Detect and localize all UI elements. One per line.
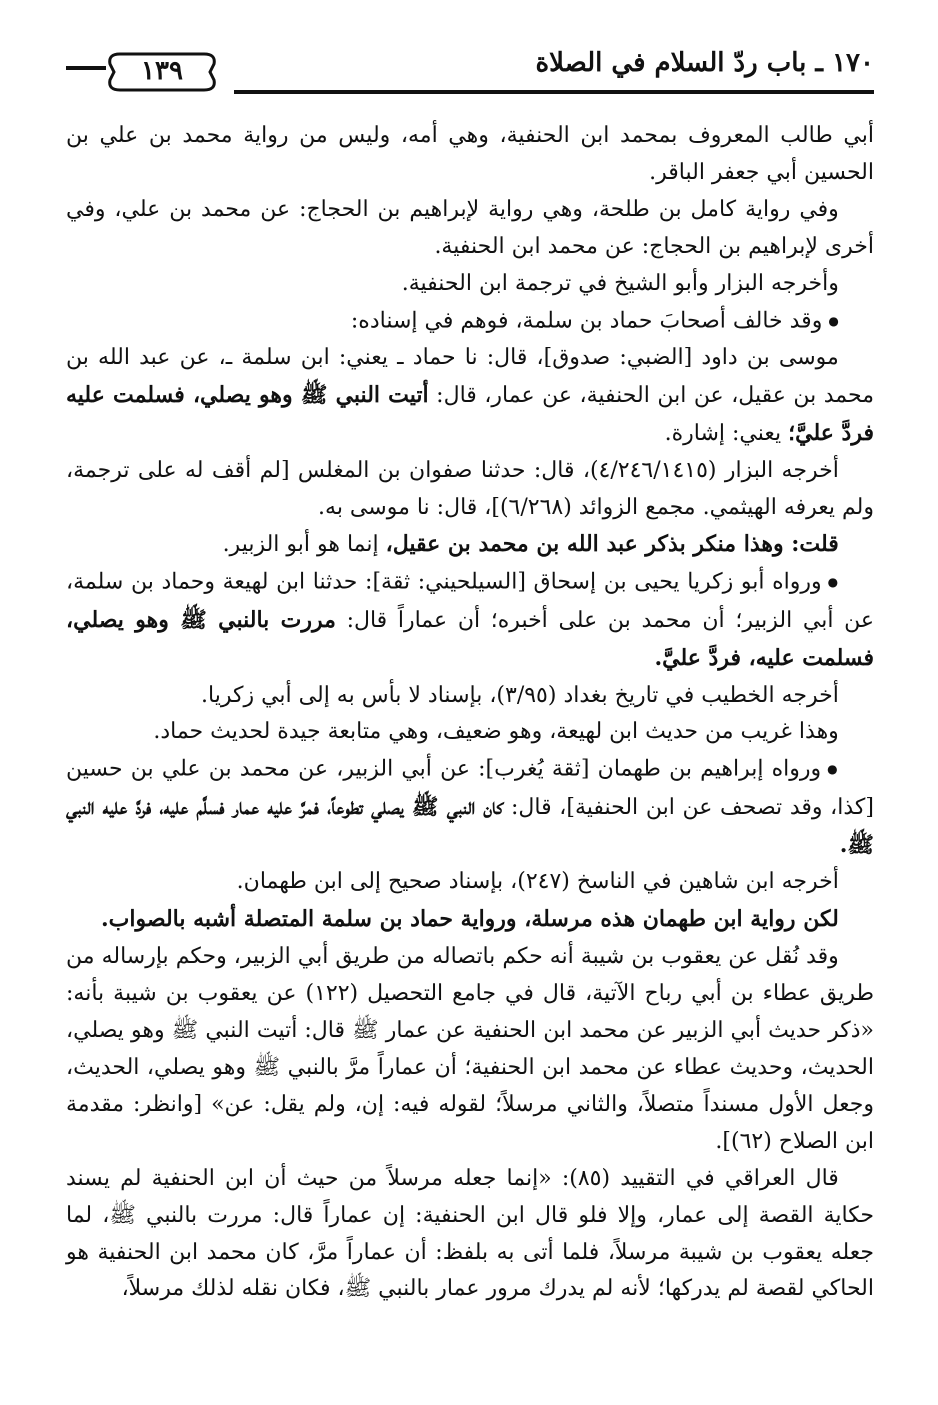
paragraph: ● ورواه أبو زكريا يحيى بن إسحاق [السيلحيني: ثقة]: حدثنا ابن لهيعة وحماد بن سلمة، عن أبي الزبير؛ أن محمد بن على أخبره؛ أن عماراً قال: مررت بالنبي ﷺ وهو يصلي، فسلمت عليه، فردَّ عليَّ. xyxy=(66,564,874,677)
paragraph: أخرجه الخطيب في تاريخ بغداد (٣/٩٥)، بإسناد لا بأس به إلى أبي زكريا. xyxy=(201,682,839,708)
paragraph: وهذا غريب من حديث ابن لهيعة، وهو ضعيف، وهي متابعة جيدة لحديث حماد. xyxy=(153,719,839,745)
paragraph: أخرجه ابن شاهين في الناسخ (٢٤٧)، بإسناد صحيح إلى ابن طهمان. xyxy=(236,869,839,895)
paragraph xyxy=(66,901,874,939)
hadith-text: كان النبي ﷺ يصلي تطوعاً، فمرَّ عليه عمار فسلَّم عليه، فردَّ عليه النبي ﷺ. xyxy=(66,793,874,858)
header-rule xyxy=(234,90,874,94)
paragraph: وقد نُقل عن يعقوب بن شيبة أنه حكم باتصاله من طريق أبي الزبير، وحكم بإرساله من طريق عطاء بن أبي رباح الآتية، قال في جامع التحصيل (١٢٢) عن يعقوب بن شيبة بأنه: «ذكر حديث أبي الزبير عن محمد ابن الحنفية عن عمار ﷺ قال: أتيت النبي ﷺ وهو يصلي، الحديث، وحديث عطاء عن محمد ابن الحنفية؛ أن عماراً مرَّ بالنبي ﷺ وهو يصلي، الحديث، وجعل الأول مسنداً متصلاً، والثاني مرسلاً؛ لقوله فيه: إن، ولم يقل: عن» [وانظر: مقدمة ابن الصلاح (٦٢)]. xyxy=(66,944,874,1154)
header-left-rule xyxy=(66,66,106,70)
paragraph: أخرجه البزار (٤/٢٤٦/١٤١٥)، قال: حدثنا صفوان بن المغلس [لم أقف له على ترجمة، ولم يعرفه الهيثمي. مجمع الزوائد (٦/٢٦٨)]، قال: نا موسى به. xyxy=(66,457,874,520)
paragraph: ● ورواه إبراهيم بن طهمان [ثقة يُغرب]: عن أبي الزبير، عن محمد بن علي بن حسين [كذا، وقد تصحف عن ابن الحنفية]، قال: كان النبي ﷺ يصلي تطوعاً، فمرَّ عليه عمار فسلَّم عليه، فردَّ عليه النبي ﷺ. xyxy=(66,751,874,864)
author-remark: لكن رواية ابن طهمان هذه مرسلة، ورواية حماد بن سلمة المتصلة أشبه بالصواب. xyxy=(101,906,839,933)
paragraph: قلت: وهذا منكر بذكر عبد الله بن محمد بن عقيل، إنما هو أبو الزبير. xyxy=(222,531,839,558)
page-header xyxy=(66,44,874,108)
paragraph: وأخرجه البزار وأبو الشيخ في ترجمة ابن الحنفية. xyxy=(401,270,839,296)
body-text xyxy=(66,118,874,1308)
paragraph: قال العراقي في التقييد (٨٥): «إنما جعله مرسلاً من حيث أن ابن الحنفية لم يسند حكاية القصة إلى عمار، وإلا فلو قال ابن الحنفية: إن عماراً قال: مررت بالنبي ﷺ، لما جعله يعقوب بن شيبة مرسلاً، فلما أتى به بلفظ: أن عماراً مرَّ، كان محمد ابن الحنفية هو الحاكي لقصة لم يدركها؛ لأنه لم يدرك مرور عمار بالنبي ﷺ، فكان نقله لذلك مرسلاً، xyxy=(66,1165,874,1302)
running-head: ١٧٠ ـ باب ردّ السلام في الصلاة xyxy=(535,48,874,78)
paragraph: ● وقد خالف أصحابَ حماد بن سلمة، فوهم في إسناده: xyxy=(66,303,874,340)
paragraph: موسى بن داود [الضبي: صدوق]، قال: نا حماد ـ يعني: ابن سلمة ـ، عن عبد الله بن محمد بن عقيل، عن ابن الحنفية، عن عمار، قال: أتيت النبي ﷺ وهو يصلي، فسلمت عليه فردَّ عليَّ؛ يعني: إشارة. xyxy=(66,344,875,446)
page-number: ١٣٩ xyxy=(141,56,183,86)
hadith-text: أتيت النبي ﷺ وهو يصلي، فسلمت عليه فردَّ عليَّ؛ xyxy=(66,381,874,446)
page-number-badge xyxy=(106,50,218,94)
hadith-text: مررت بالنبي ﷺ وهو يصلي، فسلمت عليه، فردَّ عليَّ. xyxy=(66,606,874,671)
paragraph: وفي رواية كامل بن طلحة، وهي رواية لإبراهيم بن الحجاج: عن محمد بن علي، وفي أخرى لإبراهيم بن الحجاج: عن محمد ابن الحنفية. xyxy=(66,196,874,259)
paragraph: أبي طالب المعروف بمحمد ابن الحنفية، وهي أمه، وليس من رواية محمد بن علي بن الحسين أبي جعفر الباقر. xyxy=(66,123,874,185)
author-remark: قلت: وهذا منكر بذكر عبد الله بن محمد بن عقيل، xyxy=(385,531,839,558)
